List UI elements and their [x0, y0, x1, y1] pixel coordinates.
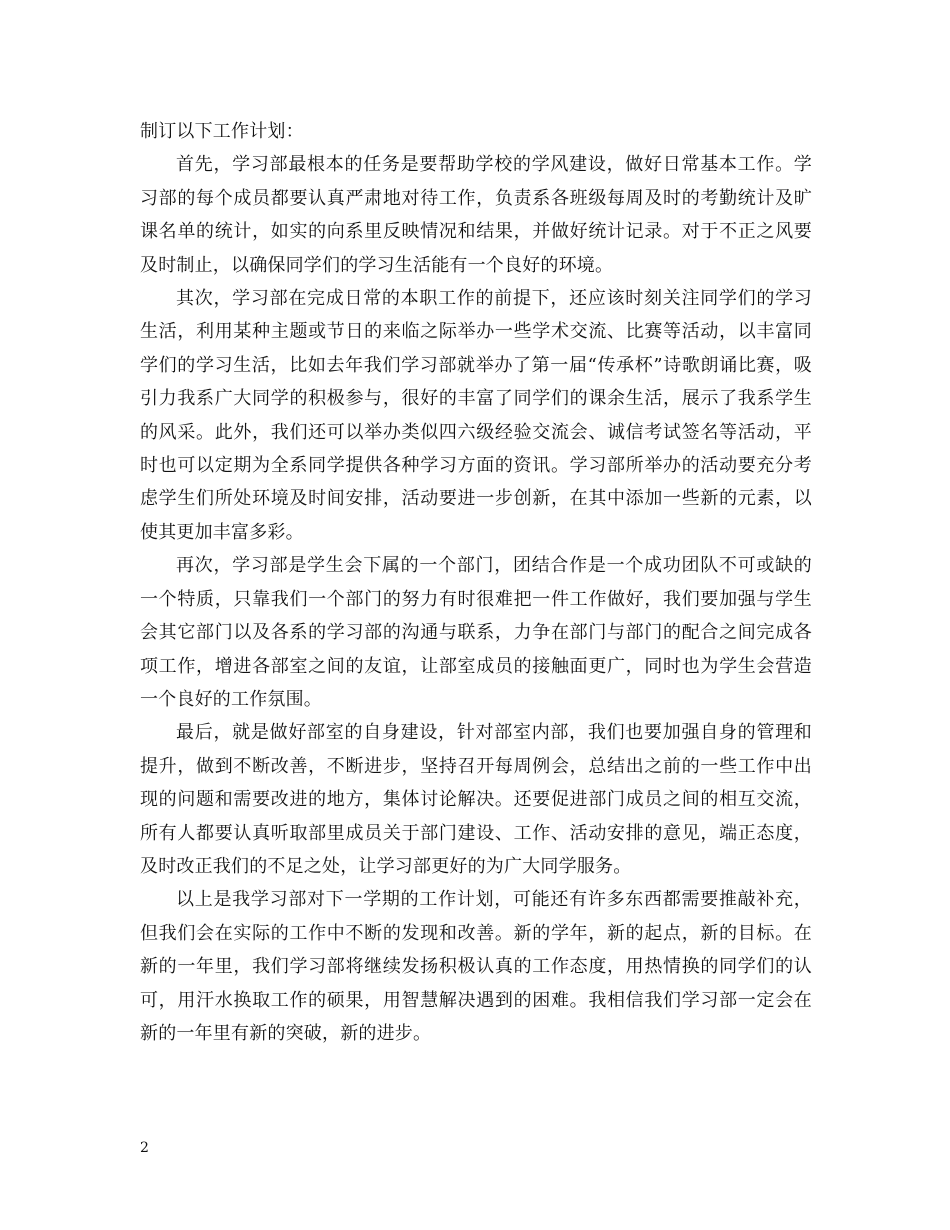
document-body [140, 115, 812, 1050]
paragraph-third: 再次，学习部是学生会下属的一个部门，团结合作是一个成功团队不可或缺的一个特质，只靠我们一个部门的努力有时很难把一件工作做好，我们要加强与学生会其它部门以及各系的学习部的沟通与联系，力争在部门与部门的配合之间完成各项工作，增进各部室之间的友谊，让部室成员的接触面更广，同时也为学生会营造一个良好的工作氛围。 [140, 555, 812, 710]
paragraph-first: 首先，学习部最根本的任务是要帮助学校的学风建设，做好日常基本工作。学习部的每个成员都要认真严肃地对待工作，负责系各班级每周及时的考勤统计及旷课名单的统计，如实的向系里反映情况和结果，并做好统计记录。对于不正之风要及时制止，以确保同学们的学习生活能有一个良好的环境。 [140, 154, 812, 276]
paragraph-intro: 制订以下工作计划： [140, 121, 304, 142]
paragraph-second: 其次，学习部在完成日常的本职工作的前提下，还应该时刻关注同学们的学习生活，利用某种主题或节日的来临之际举办一些学术交流、比赛等活动，以丰富同学们的学习生活，比如去年我们学习部就举办了第一届“传承杯”诗歌朗诵比赛，吸引力我系广大同学的积极参与，很好的丰富了同学们的课余生活，展示了我系学生的风采。此外，我们还可以举办类似四六级经验交流会、诚信考试签名等活动，平时也可以定期为全系同学提供各种学习方面的资讯。学习部所举办的活动要充分考虑学生们所处环境及时间安排，活动要进一步创新，在其中添加一些新的元素，以使其更加丰富多彩。 [140, 288, 812, 543]
page-number: 2 [140, 1140, 149, 1156]
paragraph-conclusion: 以上是我学习部对下一学期的工作计划，可能还有许多东西都需要推敲补充，但我们会在实际的工作中不断的发现和改善。新的学年，新的起点，新的目标。在新的一年里，我们学习部将继续发扬积极认真的工作态度，用热情换的同学们的认可，用汗水换取工作的硕果，用智慧解决遇到的困难。我相信我们学习部一定会在新的一年里有新的突破，新的进步。 [140, 889, 812, 1044]
paragraph-last: 最后，就是做好部室的自身建设，针对部室内部，我们也要加强自身的管理和提升，做到不断改善，不断进步，坚持召开每周例会，总结出之前的一些工作中出现的问题和需要改进的地方，集体讨论解决。还要促进部门成员之间的相互交流，所有人都要认真听取部里成员关于部门建设、工作、活动安排的意见，端正态度，及时改正我们的不足之处，让学习部更好的为广大同学服务。 [140, 722, 812, 877]
